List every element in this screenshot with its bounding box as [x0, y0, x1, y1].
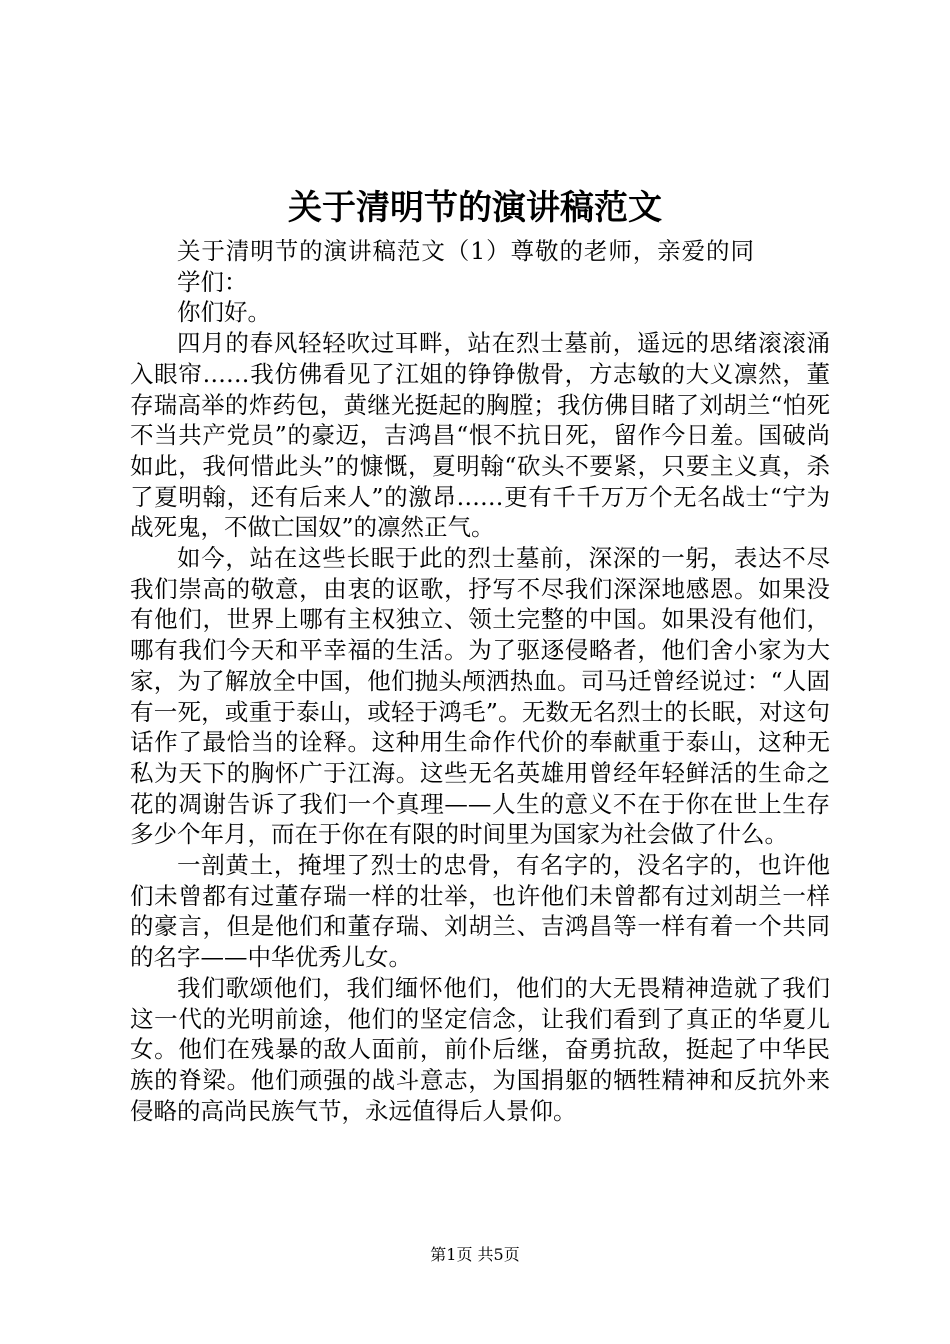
body-paragraph: 如今，站在这些长眠于此的烈士墓前，深深的一躬，表达不尽我们崇高的敬意，由衷的讴歌，抒写不尽我们深深地感恩。如果没有他们，世界上哪有主权独立、领土完整的中国。如果没有他们，哪有我们今天和平幸福的生活。为了驱逐侵略者，他们舍小家为大家，为了解放全中国，他们抛头颅洒热血。司马迁曾经说过：“人固有一死，或重于泰山，或轻于鸿毛”。无数无名烈士的长眠，对这句话作了最恰当的诠释。这种用生命作代价的奉献重于泰山，这种无私为天下的胸怀广于江海。这些无名英雄用曾经年轻鲜活的生命之花的凋谢告诉了我们一个真理——人生的意义不在于你在世上生存多少个年月，而在于你在有限的时间里为国家为社会做了什么。	[130, 544, 830, 849]
body-paragraph: 我们歌颂他们，我们缅怀他们，他们的大无畏精神造就了我们这一代的光明前途，他们的坚定信念，让我们看到了真正的华夏儿女。他们在残暴的敌人面前，前仆后继，奋勇抗敌，挺起了中华民族的脊梁。他们顽强的战斗意志，为国捐躯的牺牲精神和反抗外来侵略的高尚民族气节，永远值得后人景仰。	[130, 973, 830, 1125]
document-title: 关于清明节的演讲稿范文	[288, 188, 662, 228]
greeting-line: 你们好。	[177, 298, 271, 327]
intro-line: 关于清明节的演讲稿范文（1）尊敬的老师，亲爱的同学们：	[177, 237, 754, 296]
document-body	[130, 236, 830, 1126]
body-paragraph: 四月的春风轻轻吹过耳畔，站在烈士墓前，遥远的思绪滚滚涌入眼帘……我仿佛看见了江姐的铮铮傲骨，方志敏的大义凛然，董存瑞高举的炸药包，黄继光挺起的胸膛；我仿佛目睹了刘胡兰“怕死不当共产党员”的豪迈，吉鸿昌“恨不抗日死，留作今日羞。国破尚如此，我何惜此头”的慷慨，夏明翰“砍头不要紧，只要主义真，杀了夏明翰，还有后来人”的激昂……更有千千万万个无名战士“宁为战死鬼，不做亡国奴”的凛然正气。	[130, 329, 830, 542]
body-paragraph: 一剖黄土，掩埋了烈士的忠骨，有名字的，没名字的，也许他们未曾都有过董存瑞一样的壮举，也许他们未曾都有过刘胡兰一样的豪言，但是他们和董存瑞、刘胡兰、吉鸿昌等一样有着一个共同的名字——中华优秀儿女。	[130, 851, 830, 972]
page-footer: 第1页 共5页	[430, 1245, 520, 1264]
